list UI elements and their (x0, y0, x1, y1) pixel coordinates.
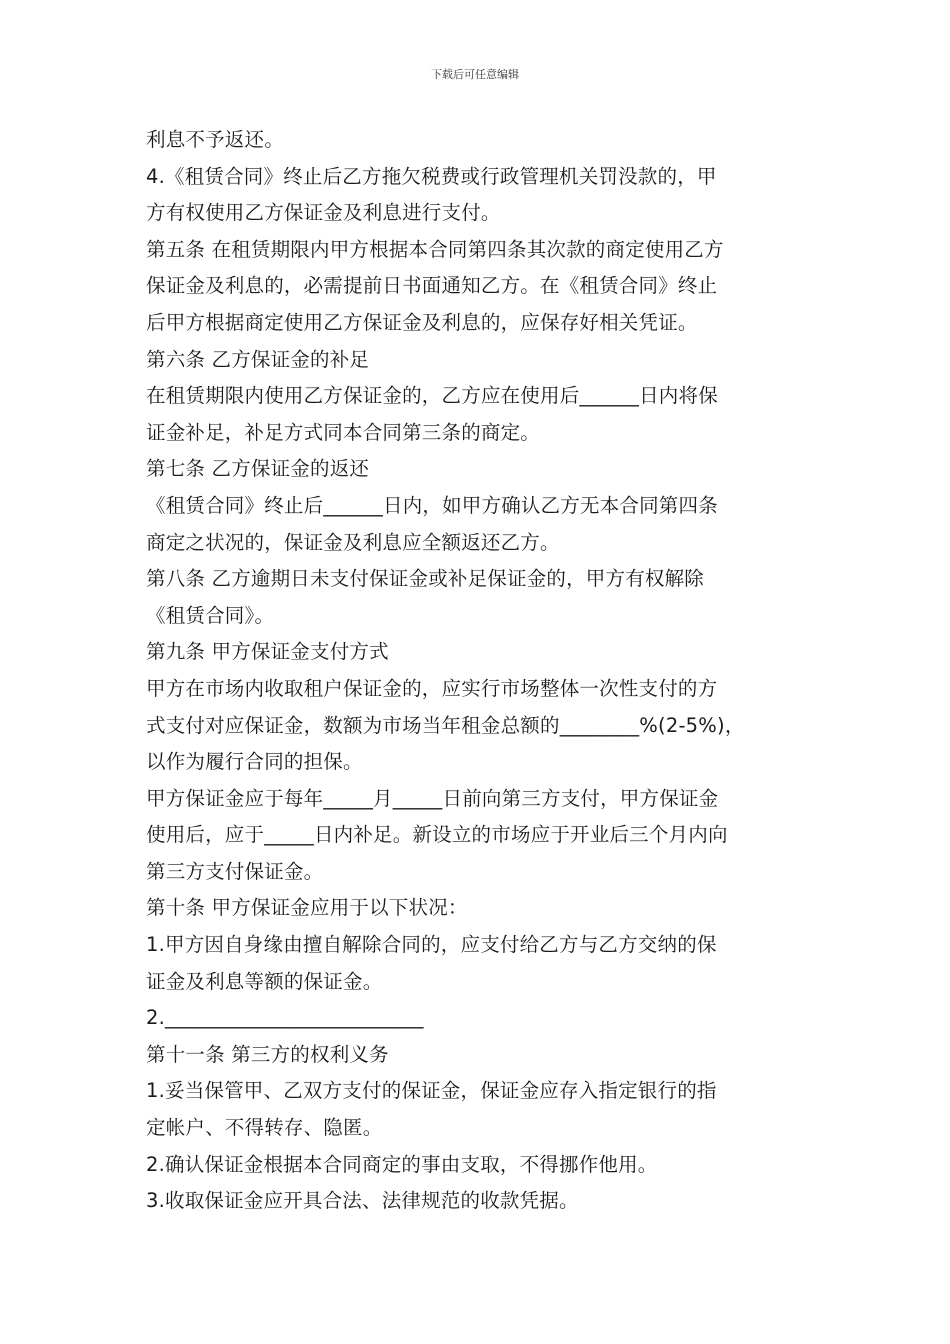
text-line: 第三方支付保证金。 (146, 859, 324, 883)
text-line: 第八条 乙方逾期日未支付保证金或补足保证金的，甲方有权解除 (146, 567, 704, 591)
text-line: 《租赁合同》终止后______日内，如甲方确认乙方无本合同第四条 (146, 493, 718, 517)
text-line: 保证金及利息的，必需提前日书面通知乙方。在《租赁合同》终止 (146, 274, 718, 298)
document-body (146, 122, 811, 1220)
text-line: 甲方在市场内收取租户保证金的，应实行市场整体一次性支付的方 (146, 676, 718, 700)
text-line: 2.__________________________ (146, 1006, 424, 1030)
text-line: 证金及利息等额的保证金。 (146, 969, 383, 993)
section-heading: 第十条 甲方保证金应用于以下状况： (146, 896, 468, 920)
text-line: 第五条 在租赁期限内甲方根据本合同第四条其次款的商定使用乙方 (146, 237, 724, 261)
text-line: 商定之状况的，保证金及利息应全额返还乙方。 (146, 530, 560, 554)
page-header: 下载后可任意编辑 (431, 68, 519, 81)
section-heading: 第十一条 第三方的权利义务 (146, 1042, 389, 1066)
section-heading: 第六条 乙方保证金的补足 (146, 347, 370, 371)
text-line: 2.确认保证金根据本合同商定的事由支取，不得挪作他用。 (146, 1152, 658, 1176)
text-line: 利息不予返还。 (146, 128, 284, 151)
text-line: 方有权使用乙方保证金及利息进行支付。 (146, 201, 501, 225)
section-heading: 第七条 乙方保证金的返还 (146, 457, 370, 481)
text-line: 定帐户、不得转存、隐匿。 (146, 1116, 383, 1140)
text-line: 使用后，应于_____日内补足。新设立的市场应于开业后三个月内向 (146, 823, 728, 847)
text-line: 甲方保证金应于每年_____月_____日前向第三方支付，甲方保证金 (146, 786, 719, 810)
text-line: 3.收取保证金应开具合法、法律规范的收款凭据。 (146, 1189, 579, 1213)
text-line: 1.妥当保管甲、乙双方支付的保证金，保证金应存入指定银行的指 (146, 1079, 717, 1103)
text-line: 后甲方根据商定使用乙方保证金及利息的，应保存好相关凭证。 (146, 310, 698, 334)
text-line: 式支付对应保证金，数额为市场当年租金总额的________%(2-5%)， (146, 713, 745, 737)
section-heading: 第九条 甲方保证金支付方式 (146, 640, 389, 664)
text-line: 《租赁合同》。 (146, 603, 275, 627)
text-line: 1.甲方因自身缘由擅自解除合同的，应支付给乙方与乙方交纳的保 (146, 933, 717, 957)
text-line: 以作为履行合同的担保。 (146, 750, 363, 774)
text-line: 4.《租赁合同》终止后乙方拖欠税费或行政管理机关罚没款的，甲 (146, 164, 717, 188)
text-line: 在租赁期限内使用乙方保证金的，乙方应在使用后______日内将保 (146, 384, 718, 408)
text-line: 证金补足，补足方式同本合同第三条的商定。 (146, 420, 541, 444)
